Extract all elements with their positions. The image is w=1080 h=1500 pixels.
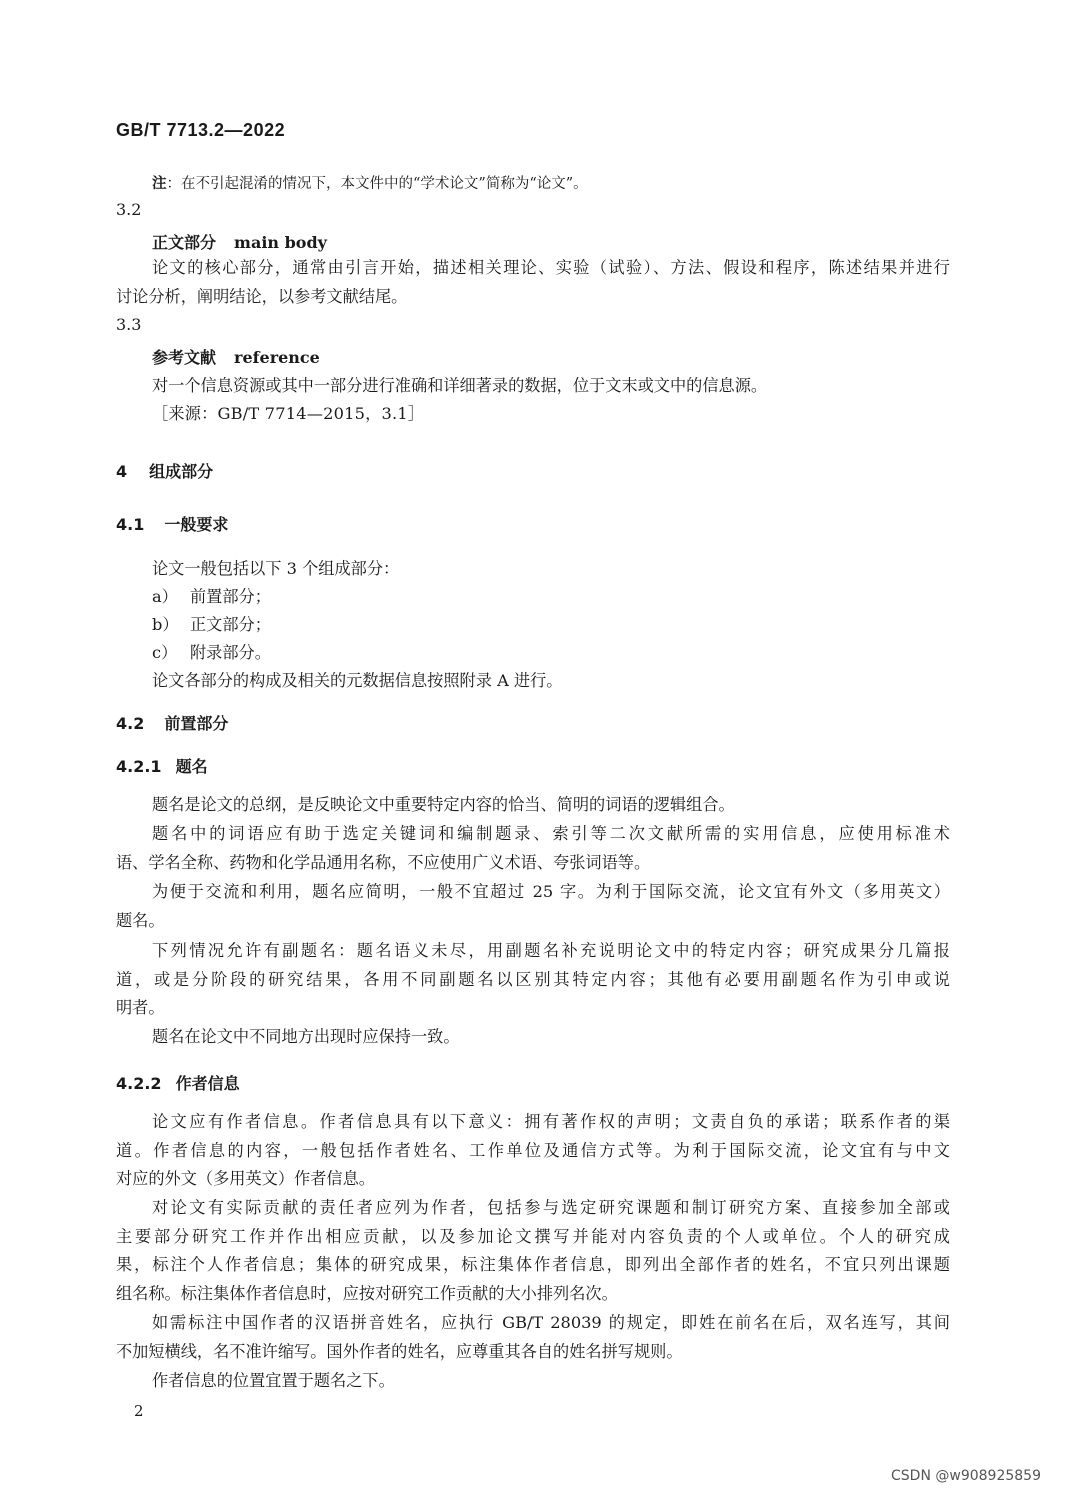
source-note: ［来源：GB/T 7714—2015，3.1］	[152, 404, 425, 423]
paragraph	[116, 937, 950, 1023]
note	[152, 172, 588, 193]
definition-main-body	[116, 254, 950, 311]
section-number: 4.1	[116, 515, 145, 534]
paragraph	[116, 1367, 950, 1396]
text-line: 主要部分研究工作并作出相应贡献，以及参加论文撰写并能对内容负责的个人或单位。个人的研究成	[116, 1226, 950, 1246]
section-number: 4.2.2	[116, 1074, 162, 1093]
text-line: 道。作者信息的内容，一般包括作者姓名、工作单位及通信方式等。为利于国际交流，论文宜有与中文	[116, 1140, 950, 1160]
paragraph	[116, 878, 950, 935]
list-intro: 论文一般包括以下 3 个组成部分：	[152, 559, 400, 578]
list-item	[152, 611, 271, 635]
section-number: 4.2.1	[116, 757, 162, 776]
text-line: 明者。	[116, 998, 165, 1017]
standard-code: GB/T 7713.2—2022	[116, 120, 286, 140]
section-heading-4-2	[116, 711, 228, 734]
text-line: 果，标注个人作者信息；集体的研究成果，标注集体作者信息，即列出全部作者的姓名，不宜只列出课题	[116, 1255, 950, 1274]
section-heading-4-2-1	[116, 754, 208, 777]
section-heading-4-1	[116, 512, 228, 535]
text-line: 组名称。标注集体作者信息时，应按对研究工作贡献的大小排列名次。	[116, 1283, 618, 1303]
page-number: 2	[134, 1402, 144, 1420]
text-line: 为便于交流和利用，题名应简明，一般不宜超过 25 字。为利于国际交流，论文宜有外文（多用英文）	[152, 882, 950, 901]
term-zh: 正文部分	[152, 233, 217, 252]
text-line: 题名中的词语应有助于选定关键词和编制题录、索引等二次文献所需的实用信息，应使用标准术	[152, 824, 950, 843]
text-line: 论文的核心部分，通常由引言开始，描述相关理论、实验（试验）、方法、假设和程序，陈述结果并进行	[152, 258, 950, 277]
term-en: reference	[234, 348, 320, 367]
section-title: 题名	[175, 757, 208, 776]
text-line: 题名在论文中不同地方出现时应保持一致。	[152, 1027, 460, 1046]
list-marker: c）	[152, 643, 178, 662]
section-heading-4	[116, 459, 213, 482]
section-number: 4.2	[116, 714, 145, 733]
section-title: 前置部分	[164, 714, 229, 733]
list-marker: a）	[152, 587, 178, 606]
section-title: 组成部分	[149, 462, 214, 481]
list-text: 前置部分；	[190, 587, 271, 606]
section-title: 一般要求	[164, 515, 229, 534]
text-line: 作者信息的位置宜置于题名之下。	[152, 1371, 395, 1390]
text-line: 下列情况允许有副题名：题名语义未尽，用副题名补充说明论文中的特定内容；研究成果分几篇报	[152, 941, 950, 960]
section-title: 作者信息	[175, 1074, 240, 1093]
list-item	[152, 583, 271, 607]
text-line: 道，或是分阶段的研究结果，各用不同副题名以区别其特定内容；其他有必要用副题名作为引申或说	[116, 969, 950, 989]
term-main-body	[152, 230, 327, 253]
list-item	[152, 639, 271, 663]
paragraph	[116, 820, 950, 877]
section-heading-4-2-2	[116, 1071, 240, 1094]
paragraph	[116, 1023, 950, 1052]
list-outro: 论文各部分的构成及相关的元数据信息按照附录 A 进行。	[152, 671, 563, 690]
section-number: 4	[116, 462, 128, 481]
text-line: 对论文有实际贡献的责任者应列为作者，包括参与选定研究课题和制订研究方案、直接参加全部或	[152, 1198, 950, 1217]
term-en: main body	[234, 233, 327, 252]
text-line: 如需标注中国作者的汉语拼音姓名，应执行 GB/T 28039 的规定，即姓在前名在后，双名连写，其间	[152, 1313, 950, 1332]
text-line: 对应的外文（多用英文）作者信息。	[116, 1169, 375, 1188]
text-line: 不加短横线，名不准许缩写。国外作者的姓名，应尊重其各自的姓名拼写规则。	[116, 1341, 683, 1361]
clause-number-3-3: 3.3	[116, 315, 142, 334]
list-text: 附录部分。	[190, 643, 271, 662]
list-marker: b）	[152, 615, 179, 634]
text-line: 题名。	[116, 910, 165, 930]
text-line: 论文应有作者信息。作者信息具有以下意义：拥有著作权的声明；文责自负的承诺；联系作者的渠	[152, 1112, 950, 1131]
paragraph	[116, 791, 950, 820]
watermark: CSDN @w908925859	[891, 1468, 1041, 1484]
text-line: 题名是论文的总纲，是反映论文中重要特定内容的恰当、简明的词语的逻辑组合。	[152, 795, 735, 814]
note-text: ：在不引起混淆的情况下，本文件中的“学术论文”简称为“论文”。	[166, 176, 588, 192]
definition-reference: 对一个信息资源或其中一部分进行准确和详细著录的数据，位于文末或文中的信息源。	[152, 376, 768, 395]
text-line: 语、学名全称、药物和化学品通用名称，不应使用广义术语、夸张词语等。	[116, 852, 651, 872]
text-line: 讨论分析，阐明结论，以参考文献结尾。	[116, 286, 408, 306]
term-zh: 参考文献	[152, 348, 217, 367]
term-reference	[152, 345, 320, 368]
note-label: 注	[152, 175, 167, 192]
paragraph	[116, 1108, 950, 1194]
paragraph	[116, 1194, 950, 1308]
list-text: 正文部分；	[190, 615, 271, 634]
paragraph	[116, 1309, 950, 1366]
clause-number-3-2: 3.2	[116, 200, 142, 219]
